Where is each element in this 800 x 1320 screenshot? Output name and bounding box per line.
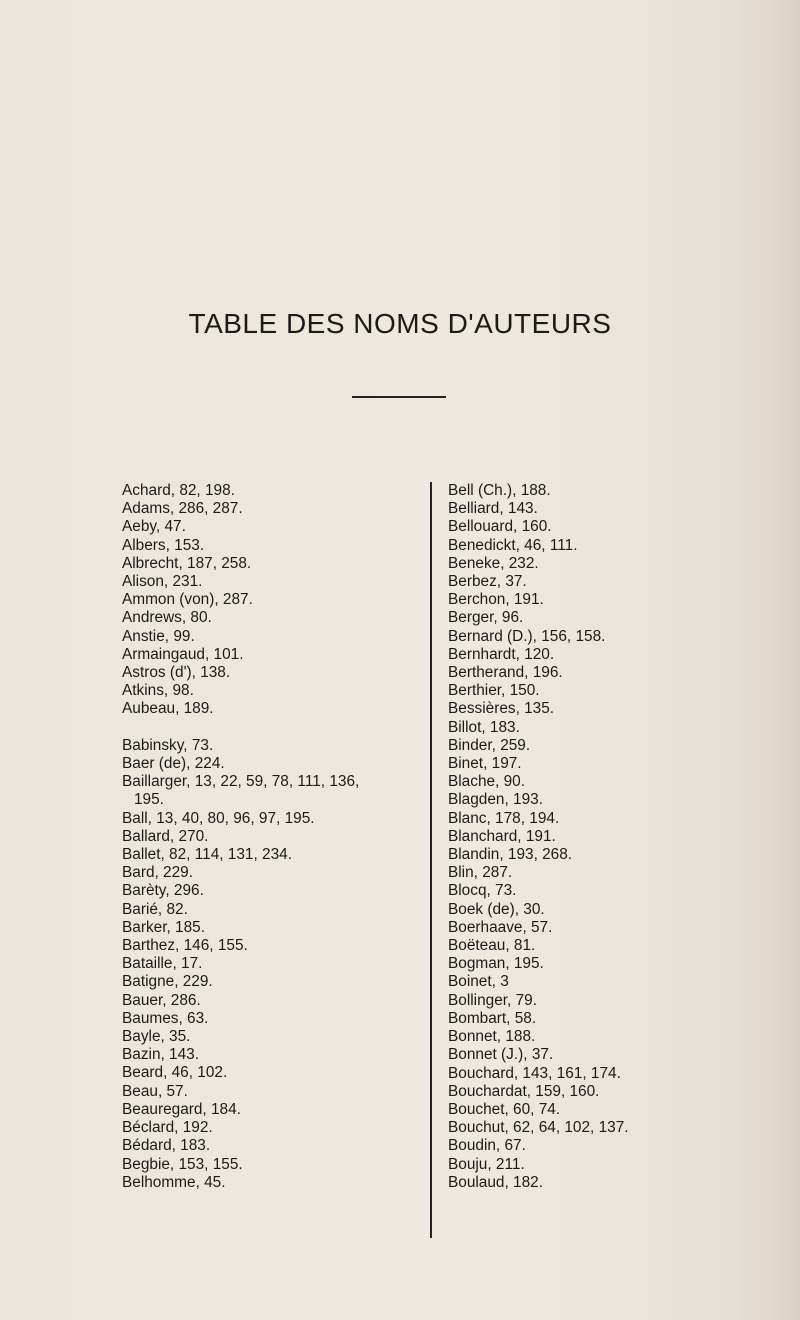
index-entry: Blocq, 73. bbox=[448, 882, 517, 900]
index-entry: Bellouard, 160. bbox=[448, 518, 552, 536]
index-entry: Barié, 82. bbox=[122, 900, 188, 918]
index-entry: Bell (Ch.), 188. bbox=[448, 482, 551, 499]
index-entry: Bouchet, 60, 74. bbox=[448, 1100, 561, 1118]
index-entry: Aeby, 47. bbox=[122, 518, 186, 536]
index-entry: Bonnet (J.), 37. bbox=[448, 1046, 554, 1064]
index-entry: Ball, 13, 40, 80, 96, 97, 195. bbox=[122, 809, 315, 827]
index-entry: Bessières, 135. bbox=[448, 700, 555, 718]
index-entry: Binet, 197. bbox=[448, 755, 522, 773]
index-entry: Berger, 96. bbox=[448, 609, 524, 627]
index-entry: Bouchut, 62, 64, 102, 137. bbox=[448, 1119, 629, 1137]
index-entry: Armaingaud, 101. bbox=[122, 645, 244, 663]
index-entry: Beard, 46, 102. bbox=[122, 1064, 228, 1082]
index-entry: Billot, 183. bbox=[448, 718, 520, 736]
index-entry: Belhomme, 45. bbox=[122, 1173, 226, 1191]
index-entry: Berthier, 150. bbox=[448, 682, 540, 700]
index-entry: Berbez, 37. bbox=[448, 573, 527, 591]
index-entry: Bogman, 195. bbox=[448, 955, 544, 973]
index-entry: Achard, 82, 198. bbox=[122, 482, 235, 499]
index-entry: Begbie, 153, 155. bbox=[122, 1155, 243, 1173]
index-entry: Andrews, 80. bbox=[122, 609, 212, 627]
index-entry: Bayle, 35. bbox=[122, 1028, 191, 1046]
index-entry: Bauer, 286. bbox=[122, 991, 201, 1009]
index-entry: Ballard, 270. bbox=[122, 827, 209, 845]
index-entry: Bédard, 183. bbox=[122, 1137, 211, 1155]
index-entry: Anstie, 99. bbox=[122, 627, 195, 645]
index-entry: Beau, 57. bbox=[122, 1082, 188, 1100]
index-entry: Babinsky, 73. bbox=[122, 736, 214, 754]
index-entry: Belliard, 143. bbox=[448, 500, 538, 518]
index-entry: Blandin, 193, 268. bbox=[448, 846, 573, 864]
index-entry: Boëteau, 81. bbox=[448, 937, 536, 955]
section-gap bbox=[122, 719, 422, 737]
index-entry: Boerhaave, 57. bbox=[448, 918, 553, 936]
index-entry: Adams, 286, 287. bbox=[122, 500, 243, 518]
index-entry: Bonnet, 188. bbox=[448, 1028, 536, 1046]
index-entry: Benedickt, 46, 111. bbox=[448, 536, 578, 554]
title-rule bbox=[352, 396, 446, 398]
index-entry: Boinet, 3 bbox=[448, 973, 509, 991]
index-entry: Alison, 231. bbox=[122, 573, 203, 591]
index-entry: Bernhardt, 120. bbox=[448, 645, 555, 663]
index-entry: Barthez, 146, 155. bbox=[122, 937, 248, 955]
index-entry: Bazin, 143. bbox=[122, 1046, 200, 1064]
index-entry: Baumes, 63. bbox=[122, 1009, 209, 1027]
index-entry: Blanchard, 191. bbox=[448, 827, 556, 845]
index-column-right bbox=[430, 482, 788, 1238]
index-entry: Bouchardat, 159, 160. bbox=[448, 1082, 600, 1100]
index-entry: Bombart, 58. bbox=[448, 1009, 537, 1027]
index-entry: Baillarger, 13, 22, 59, 78, 111, 136, bbox=[122, 773, 360, 791]
index-entry: Boudin, 67. bbox=[448, 1137, 526, 1155]
index-entry: Boek (de), 30. bbox=[448, 900, 545, 918]
index-entry: Blache, 90. bbox=[448, 773, 526, 791]
index-entry: Atkins, 98. bbox=[122, 682, 194, 700]
index-entry: Barker, 185. bbox=[122, 918, 205, 936]
index-entry: Bollinger, 79. bbox=[448, 991, 537, 1009]
index-entry: Baer (de), 224. bbox=[122, 755, 225, 773]
index-entry: Béclard, 192. bbox=[122, 1119, 213, 1137]
index-entry: 195. bbox=[134, 791, 164, 809]
index-entry: Blin, 287. bbox=[448, 864, 513, 882]
index-entry: Batigne, 229. bbox=[122, 973, 213, 991]
index-entry: Aubeau, 189. bbox=[122, 700, 214, 718]
index-entry: Albers, 153. bbox=[122, 536, 205, 554]
index-entry: Bard, 229. bbox=[122, 864, 194, 882]
index-entry: Ballet, 82, 114, 131, 234. bbox=[122, 846, 292, 864]
index-entry: Ammon (von), 287. bbox=[122, 591, 253, 609]
index-entry: Bataille, 17. bbox=[122, 955, 203, 973]
index-entry: Albrecht, 187, 258. bbox=[122, 554, 252, 572]
page-title: TABLE DES NOMS D'AUTEURS bbox=[188, 308, 612, 339]
index-entry: Blanc, 178, 194. bbox=[448, 809, 560, 827]
index-entry: Bertherand, 196. bbox=[448, 664, 563, 682]
index-entry: Astros (d'), 138. bbox=[122, 664, 231, 682]
index-entry: Berchon, 191. bbox=[448, 591, 544, 609]
index-entry: Bouchard, 143, 161, 174. bbox=[448, 1064, 621, 1082]
index-entry: Beauregard, 184. bbox=[122, 1100, 241, 1118]
index-entry: Barèty, 296. bbox=[122, 882, 204, 900]
index-entry: Bernard (D.), 156, 158. bbox=[448, 627, 606, 645]
index-entry: Blagden, 193. bbox=[448, 791, 543, 809]
index-entry: Binder, 259. bbox=[448, 736, 531, 754]
index-entry: Boulaud, 182. bbox=[448, 1173, 543, 1191]
index-entry: Bouju, 211. bbox=[448, 1155, 525, 1173]
index-column-left bbox=[122, 482, 422, 1192]
index-entry: Beneke, 232. bbox=[448, 554, 539, 572]
